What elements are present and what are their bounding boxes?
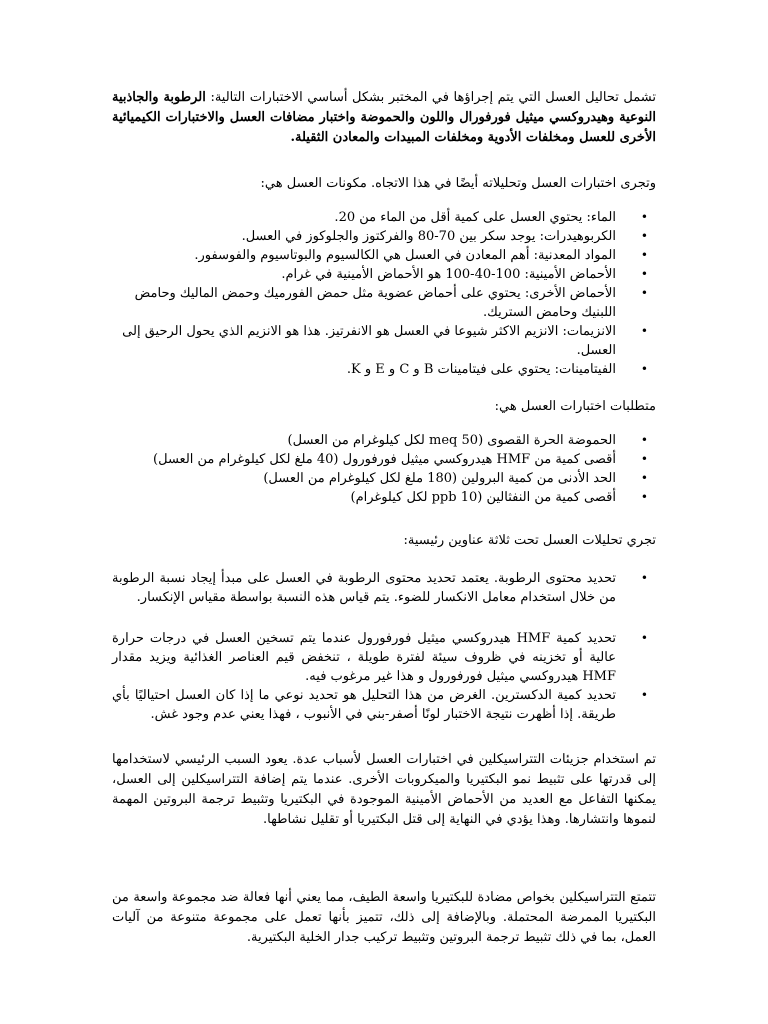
list-item: • المواد المعدنية: أهم المعادن في العسل هي الكالسيوم والبوتاسيوم والفوسفور.: [112, 246, 616, 265]
list-item: • تحديد كمية الدكسترين. الغرض من هذا التحليل هو تحديد نوعي ما إذا كان العسل احتياليًا بأي طريقة. إذا أظهرت نتيجة الاختبار لونًا أصفر-بني في الأنبوب ، فهذا يعني عدم وجود غش.: [112, 686, 616, 724]
list-item: • الانزيمات: الانزيم الاكثر شيوعا في العسل هو الانفرتيز. هذا هو الانزيم الذي يحول الرحيق إلى العسل.: [112, 322, 616, 360]
list-item: • الأحماض الأمينية: 100-40-100 هو الأحماض الأمينية في غرام.: [112, 265, 616, 284]
analyses-list: [112, 569, 656, 724]
requirements-intro: متطلبات اختبارات العسل هي:: [494, 399, 656, 414]
tetracycline-paragraph-1: تم استخدام جزيئات التتراسيكلين في اختبارات العسل لأسباب عدة. يعود السبب الرئيسي لاستخدامها إلى قدرتها على تثبيط نمو البكتيريا والميكروبات الأخرى. عندما يتم إضافة التتراسيكلين إلى العسل، يمكنها التفاعل مع العديد من الأحماض الأمينية الموجودة في البكتيريا وتثبيط ترجمة البروتين المهمة لنموها وانتشارها. وهذا يؤدي في النهاية إلى قتل البكتيريا أو تقليل نشاطها.: [112, 752, 656, 827]
analyses-intro: تجري تحليلات العسل تحت ثلاثة عناوين رئيسية:: [403, 533, 656, 548]
list-item: • الحموضة الحرة القصوى (50 meq لكل كيلوغرام من العسل): [112, 431, 616, 450]
list-item: • أقصى كمية من HMF هيدروكسي ميثيل فورفورول (40 ملغ لكل كيلوغرام من العسل): [112, 450, 616, 469]
list-item: • تحديد كمية HMF هيدروكسي ميثيل فورفورول عندما يتم تسخين العسل في درجات حرارة عالية أو تخزينه في ظروف سيئة لفترة طويلة ، تنخفض قيم العناصر الغذائية ويزيد مقدار HMF هيدروكسي ميثيل فورفورول و هذا غير مرغوب فيه.: [112, 629, 616, 686]
list-item: • الفيتامينات: يحتوي على فيتامينات B و C و E و K.: [112, 360, 616, 379]
list-item: • الكربوهيدرات: يوجد سكر بين 70-80 والفركتوز والجلوكوز في العسل.: [112, 227, 616, 246]
components-intro: وتجرى اختبارات العسل وتحليلاته أيضًا في هذا الاتجاه. مكونات العسل هي:: [260, 176, 656, 191]
list-item: • تحديد محتوى الرطوبة. يعتمد تحديد محتوى الرطوبة في العسل على مبدأ إيجاد نسبة الرطوبة من خلال استخدام معامل الانكسار للضوء. يتم قياس هذه النسبة بواسطة مقياس الإنكسار.: [112, 569, 616, 607]
requirements-list: [112, 431, 656, 507]
list-item: • الأحماض الأخرى: يحتوي على أحماض عضوية مثل حمض الفورميك وحمض الماليك وحامض اللبنيك وحامض الستريك.: [112, 284, 616, 322]
intro-paragraph: [112, 88, 656, 148]
list-item: • الماء: يحتوي العسل على كمية أقل من الماء من 20.: [112, 208, 616, 227]
components-list: [112, 208, 656, 379]
tetracycline-paragraph-2: تتمتع التتراسيكلين بخواص مضادة للبكتيريا واسعة الطيف، مما يعني أنها فعالة ضد مجموعة واسعة من البكتيريا الممرضة المحتملة. وبالإضافة إلى ذلك، تتميز بأنها تعمل على مجموعة متنوعة من آليات العمل، بما في ذلك تثبيط ترجمة البروتين وتثبيط تركيب جدار الخلية البكتيرية.: [112, 890, 656, 945]
list-item: • أقصى كمية من النفثالين (10 ppb لكل كيلوغرام): [112, 488, 616, 507]
intro-bold-list: الرطوبة والجاذبية النوعية وهيدروكسي ميثيل فورفورال واللون والحموضة واختبار مضافات العسل والاختبارات الكيميائية الأخرى للعسل ومخلفات الأدوية ومخلفات المبيدات والمعادن الثقيلة.: [112, 90, 656, 145]
list-item: • الحد الأدنى من كمية البرولين (180 ملغ لكل كيلوغرام من العسل): [112, 469, 616, 488]
intro-lead: تشمل تحاليل العسل التي يتم إجراؤها في المختبر بشكل أساسي الاختبارات التالية:: [205, 90, 656, 105]
